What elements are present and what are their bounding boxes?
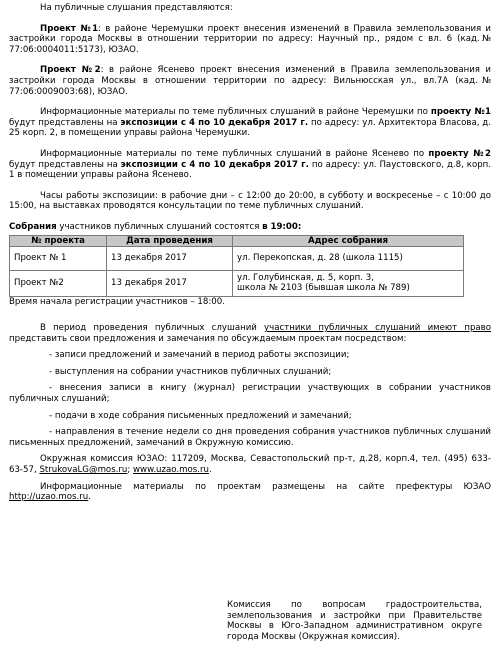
- cell-date: 13 декабря 2017: [107, 270, 233, 296]
- rights-paragraph: [9, 323, 491, 344]
- website-link[interactable]: www.uzao.mos.ru: [133, 465, 209, 476]
- project2-label: Проект №2: [40, 65, 101, 76]
- contacts-end: .: [208, 465, 212, 476]
- meetings-lead: Собрания: [9, 221, 57, 232]
- table-header-row: [10, 235, 464, 246]
- prefecture-text: Информационные материалы по проектам размещены на сайте префектуры ЮЗАО: [40, 481, 491, 492]
- email-link[interactable]: StrukovaLG@mos.ru: [39, 465, 128, 476]
- meetings-heading: [9, 222, 491, 233]
- cell-project: Проект № 1: [10, 246, 107, 270]
- prefecture-end: .: [88, 492, 91, 503]
- contacts-text: Окружная комиссия ЮЗАО: 117209, Москва, Севастопольский пр-т, д.28, корп.4, тел. (495) 633-63-57,: [9, 454, 491, 476]
- info1-text-c: будут представлены на: [9, 117, 121, 128]
- cell-address: [233, 270, 464, 296]
- project1-label: Проект №1: [40, 23, 99, 34]
- notice-document: [9, 3, 491, 503]
- header-project: № проекта: [10, 235, 107, 246]
- info2-text-a: Информационные материалы по теме публичных слушаний в районе Ясенево по: [40, 148, 425, 159]
- info2-paragraph: [9, 149, 491, 181]
- meetings-table: [9, 235, 464, 297]
- table-row: [10, 270, 464, 296]
- header-address: Адрес собрания: [233, 235, 464, 246]
- cell-project: Проект №2: [10, 270, 107, 296]
- prefecture-paragraph: [9, 482, 491, 503]
- info1-paragraph: [9, 107, 491, 139]
- hours-paragraph: Часы работы экспозиции: в рабочие дни – с 12:00 до 20:00, в субботу и воскресенье – с 10:00 до 15:00, на выставках проводятся консультации по теме публичных слушаний.: [9, 190, 491, 212]
- list-item: - направления в течение недели со дня проведения собрания участников публичных слушаний письменных предложений, замечаний в Окружную комиссию.: [9, 427, 491, 448]
- cell-date: 13 декабря 2017: [107, 246, 233, 270]
- project2-text: : в районе Ясенево проект внесения изменений в Правила землепользования и застройки города Москвы в отношении территории по адресу: Вильнюсская ул., вл.7А (кад.№ 77:06:0009003:68), ЮЗАО.: [9, 65, 491, 97]
- prefecture-link[interactable]: http://uzao.mos.ru: [9, 492, 89, 503]
- info2-text-c: будут представлены на: [9, 159, 121, 170]
- table-row: [10, 246, 464, 270]
- info2-project: проекту №2: [428, 148, 491, 159]
- cell-address-line2: школа № 2103 (бывшая школа № 789): [237, 283, 410, 293]
- list-item: - подачи в ходе собрания письменных предложений и замечаний;: [49, 410, 352, 421]
- cell-address: ул. Перекопская, д. 28 (школа 1115): [233, 246, 464, 270]
- meetings-mid: участников публичных слушаний состоятся: [56, 221, 263, 232]
- rights-text-a: В период проведения публичных слушаний: [40, 323, 265, 334]
- info1-text-a: Информационные материалы по теме публичных слушаний в районе Черемушки по: [40, 107, 428, 118]
- info2-dates: экспозиции с 4 по 10 декабря 2017 г.: [120, 159, 309, 170]
- rights-link[interactable]: участники публичных слушаний имеют право: [264, 323, 491, 334]
- list-item: - выступления на собрании участников публичных слушаний;: [49, 366, 332, 377]
- contacts-sep: ;: [127, 465, 134, 476]
- registration-time: Время начала регистрации участников – 18:00.: [9, 296, 225, 307]
- info1-address: по адресу: ул. Архитектора Власова, д. 25 корп. 2, в помещении управы района Черемушки.: [9, 117, 491, 139]
- list-item: - внесения записи в книгу (журнал) регистрации участвующих в собрании участников публичных слушаний;: [9, 383, 491, 405]
- project2-paragraph: [9, 65, 491, 97]
- list-item: - записи предложений и замечаний в период работы экспозиции;: [49, 350, 350, 361]
- rights-text-c: представить свои предложения и замечания по обсуждаемым проектам посредством:: [9, 333, 407, 344]
- info2-address: по адресу: ул. Паустовского, д.8, корп. 1 в помещении управы района Ясенево.: [9, 159, 492, 181]
- project1-paragraph: [9, 24, 491, 56]
- project1-text: : в районе Черемушки проект внесения изменений в Правила землепользования и застройки города Москвы в отношении территории по адресу: Научный пр., рядом с вл. 6 (кад.№ 77:06:0004011:5173), ЮЗАО.: [9, 23, 491, 55]
- info1-dates: экспозиции с 4 по 10 декабря 2017 г.: [120, 117, 309, 128]
- meetings-time: в 19:00: [262, 221, 298, 232]
- meetings-colon: :: [297, 221, 302, 232]
- intro-text: На публичные слушания представляются:: [40, 3, 233, 13]
- contacts-paragraph: [9, 454, 491, 475]
- commission-signature: Комиссия по вопросам градостроительства, землепользования и застройки при Правительстве Москвы в Юго-Западном административном округе города Москвы (Окружная комиссия).: [227, 600, 482, 642]
- info1-project: проекту №1: [430, 107, 491, 118]
- header-date: Дата проведения: [107, 235, 233, 246]
- cell-address-line1: ул. Голубинская, д. 5, корп. 3,: [237, 273, 374, 283]
